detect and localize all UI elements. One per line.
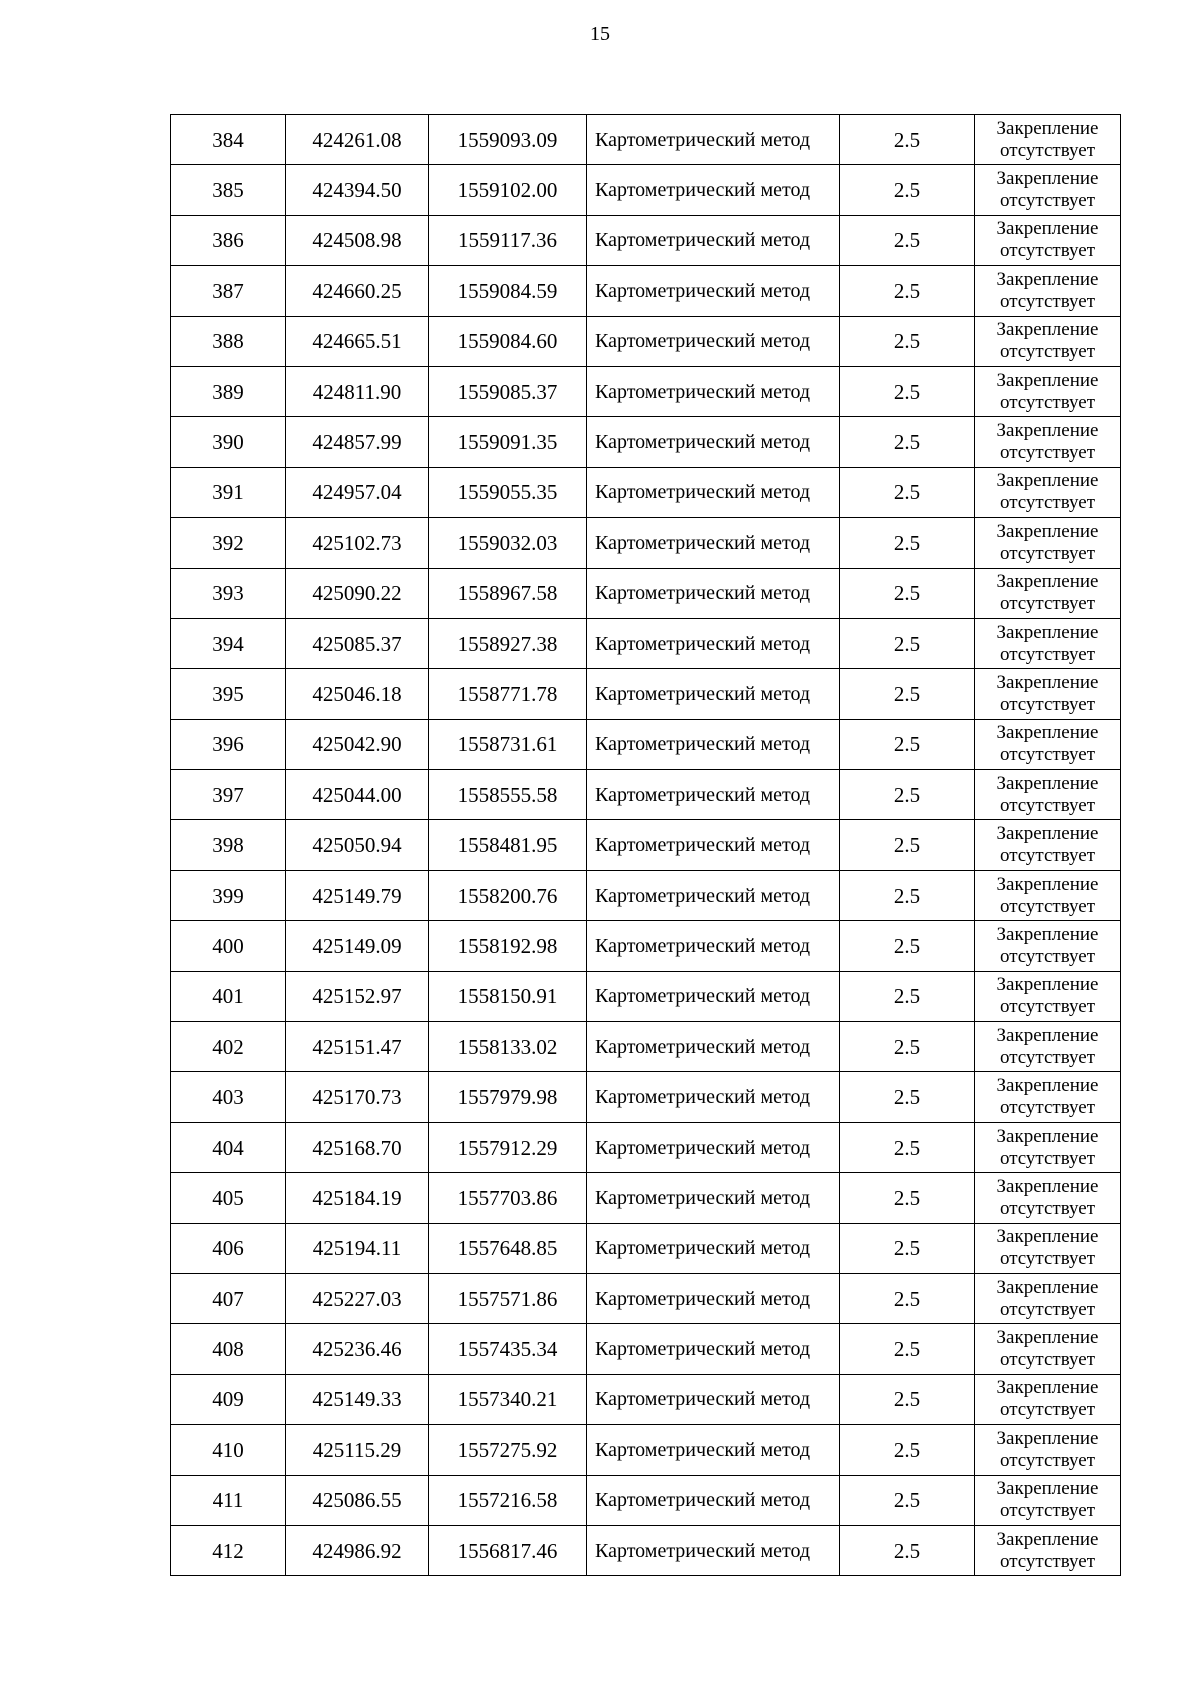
table-row <box>171 467 1121 517</box>
fixing-note-cell: Закрепление отсутствует <box>975 1122 1121 1172</box>
accuracy-cell: 2.5 <box>840 1223 975 1273</box>
y-coordinate-cell: 1559055.35 <box>429 467 587 517</box>
point-number-cell: 391 <box>171 467 286 517</box>
x-coordinate-cell: 424660.25 <box>286 266 429 316</box>
accuracy-cell: 2.5 <box>840 971 975 1021</box>
accuracy-cell: 2.5 <box>840 366 975 416</box>
point-number-cell: 403 <box>171 1072 286 1122</box>
x-coordinate-cell: 425152.97 <box>286 971 429 1021</box>
point-number-cell: 392 <box>171 518 286 568</box>
point-number-cell: 404 <box>171 1122 286 1172</box>
accuracy-cell: 2.5 <box>840 1475 975 1525</box>
table-row <box>171 1425 1121 1475</box>
point-number-cell: 387 <box>171 266 286 316</box>
y-coordinate-cell: 1558200.76 <box>429 870 587 920</box>
point-number-cell: 399 <box>171 870 286 920</box>
x-coordinate-cell: 425227.03 <box>286 1273 429 1323</box>
accuracy-cell: 2.5 <box>840 115 975 165</box>
method-cell: Картометрический метод <box>587 618 840 668</box>
point-number-cell: 385 <box>171 165 286 215</box>
method-cell: Картометрический метод <box>587 719 840 769</box>
x-coordinate-cell: 425149.09 <box>286 921 429 971</box>
accuracy-cell: 2.5 <box>840 669 975 719</box>
y-coordinate-cell: 1557979.98 <box>429 1072 587 1122</box>
method-cell: Картометрический метод <box>587 1324 840 1374</box>
point-number-cell: 400 <box>171 921 286 971</box>
method-cell: Картометрический метод <box>587 1072 840 1122</box>
table-row <box>171 1122 1121 1172</box>
fixing-note-cell: Закрепление отсутствует <box>975 1022 1121 1072</box>
table-row <box>171 1022 1121 1072</box>
accuracy-cell: 2.5 <box>840 618 975 668</box>
point-number-cell: 389 <box>171 366 286 416</box>
method-cell: Картометрический метод <box>587 1122 840 1172</box>
x-coordinate-cell: 425151.47 <box>286 1022 429 1072</box>
accuracy-cell: 2.5 <box>840 770 975 820</box>
table-row <box>171 719 1121 769</box>
table-row <box>171 618 1121 668</box>
table-row <box>171 669 1121 719</box>
method-cell: Картометрический метод <box>587 467 840 517</box>
method-cell: Картометрический метод <box>587 1475 840 1525</box>
x-coordinate-cell: 424857.99 <box>286 417 429 467</box>
y-coordinate-cell: 1558150.91 <box>429 971 587 1021</box>
fixing-note-cell: Закрепление отсутствует <box>975 770 1121 820</box>
page-number: 15 <box>590 23 610 45</box>
method-cell: Картометрический метод <box>587 921 840 971</box>
accuracy-cell: 2.5 <box>840 1374 975 1424</box>
fixing-note-cell: Закрепление отсутствует <box>975 1525 1121 1575</box>
y-coordinate-cell: 1558731.61 <box>429 719 587 769</box>
table-row <box>171 1525 1121 1575</box>
y-coordinate-cell: 1559032.03 <box>429 518 587 568</box>
point-number-cell: 398 <box>171 820 286 870</box>
fixing-note-cell: Закрепление отсутствует <box>975 1425 1121 1475</box>
y-coordinate-cell: 1557648.85 <box>429 1223 587 1273</box>
method-cell: Картометрический метод <box>587 366 840 416</box>
y-coordinate-cell: 1558771.78 <box>429 669 587 719</box>
point-number-cell: 390 <box>171 417 286 467</box>
table-row <box>171 1374 1121 1424</box>
fixing-note-cell: Закрепление отсутствует <box>975 266 1121 316</box>
method-cell: Картометрический метод <box>587 165 840 215</box>
x-coordinate-cell: 424261.08 <box>286 115 429 165</box>
accuracy-cell: 2.5 <box>840 1022 975 1072</box>
point-number-cell: 406 <box>171 1223 286 1273</box>
table-row <box>171 820 1121 870</box>
fixing-note-cell: Закрепление отсутствует <box>975 366 1121 416</box>
x-coordinate-cell: 425194.11 <box>286 1223 429 1273</box>
fixing-note-cell: Закрепление отсутствует <box>975 316 1121 366</box>
accuracy-cell: 2.5 <box>840 1122 975 1172</box>
y-coordinate-cell: 1557216.58 <box>429 1475 587 1525</box>
table-row <box>171 366 1121 416</box>
point-number-cell: 393 <box>171 568 286 618</box>
y-coordinate-cell: 1558192.98 <box>429 921 587 971</box>
point-number-cell: 402 <box>171 1022 286 1072</box>
accuracy-cell: 2.5 <box>840 417 975 467</box>
y-coordinate-cell: 1556817.46 <box>429 1525 587 1575</box>
method-cell: Картометрический метод <box>587 669 840 719</box>
fixing-note-cell: Закрепление отсутствует <box>975 1324 1121 1374</box>
point-number-cell: 412 <box>171 1525 286 1575</box>
x-coordinate-cell: 425102.73 <box>286 518 429 568</box>
accuracy-cell: 2.5 <box>840 921 975 971</box>
x-coordinate-cell: 425042.90 <box>286 719 429 769</box>
fixing-note-cell: Закрепление отсутствует <box>975 921 1121 971</box>
method-cell: Картометрический метод <box>587 770 840 820</box>
accuracy-cell: 2.5 <box>840 568 975 618</box>
fixing-note-cell: Закрепление отсутствует <box>975 165 1121 215</box>
y-coordinate-cell: 1559085.37 <box>429 366 587 416</box>
table-row <box>171 316 1121 366</box>
accuracy-cell: 2.5 <box>840 870 975 920</box>
x-coordinate-cell: 425170.73 <box>286 1072 429 1122</box>
accuracy-cell: 2.5 <box>840 1425 975 1475</box>
point-number-cell: 411 <box>171 1475 286 1525</box>
y-coordinate-cell: 1559102.00 <box>429 165 587 215</box>
table-row <box>171 921 1121 971</box>
accuracy-cell: 2.5 <box>840 467 975 517</box>
fixing-note-cell: Закрепление отсутствует <box>975 1475 1121 1525</box>
x-coordinate-cell: 425168.70 <box>286 1122 429 1172</box>
y-coordinate-cell: 1558967.58 <box>429 568 587 618</box>
method-cell: Картометрический метод <box>587 115 840 165</box>
y-coordinate-cell: 1559084.60 <box>429 316 587 366</box>
fixing-note-cell: Закрепление отсутствует <box>975 467 1121 517</box>
accuracy-cell: 2.5 <box>840 1525 975 1575</box>
table-row <box>171 770 1121 820</box>
accuracy-cell: 2.5 <box>840 165 975 215</box>
method-cell: Картометрический метод <box>587 518 840 568</box>
fixing-note-cell: Закрепление отсутствует <box>975 215 1121 265</box>
method-cell: Картометрический метод <box>587 1374 840 1424</box>
point-number-cell: 395 <box>171 669 286 719</box>
x-coordinate-cell: 425085.37 <box>286 618 429 668</box>
fixing-note-cell: Закрепление отсутствует <box>975 568 1121 618</box>
point-number-cell: 408 <box>171 1324 286 1374</box>
method-cell: Картометрический метод <box>587 417 840 467</box>
fixing-note-cell: Закрепление отсутствует <box>975 115 1121 165</box>
fixing-note-cell: Закрепление отсутствует <box>975 870 1121 920</box>
fixing-note-cell: Закрепление отсутствует <box>975 719 1121 769</box>
x-coordinate-cell: 424811.90 <box>286 366 429 416</box>
x-coordinate-cell: 425236.46 <box>286 1324 429 1374</box>
table-row <box>171 1273 1121 1323</box>
y-coordinate-cell: 1558133.02 <box>429 1022 587 1072</box>
fixing-note-cell: Закрепление отсутствует <box>975 618 1121 668</box>
table-row <box>171 165 1121 215</box>
point-number-cell: 386 <box>171 215 286 265</box>
table-row <box>171 1072 1121 1122</box>
method-cell: Картометрический метод <box>587 1425 840 1475</box>
fixing-note-cell: Закрепление отсутствует <box>975 417 1121 467</box>
point-number-cell: 410 <box>171 1425 286 1475</box>
method-cell: Картометрический метод <box>587 1223 840 1273</box>
fixing-note-cell: Закрепление отсутствует <box>975 1072 1121 1122</box>
y-coordinate-cell: 1559091.35 <box>429 417 587 467</box>
method-cell: Картометрический метод <box>587 266 840 316</box>
fixing-note-cell: Закрепление отсутствует <box>975 971 1121 1021</box>
x-coordinate-cell: 425149.79 <box>286 870 429 920</box>
method-cell: Картометрический метод <box>587 568 840 618</box>
y-coordinate-cell: 1558555.58 <box>429 770 587 820</box>
point-number-cell: 401 <box>171 971 286 1021</box>
accuracy-cell: 2.5 <box>840 1273 975 1323</box>
method-cell: Картометрический метод <box>587 820 840 870</box>
accuracy-cell: 2.5 <box>840 1324 975 1374</box>
y-coordinate-cell: 1558481.95 <box>429 820 587 870</box>
point-number-cell: 384 <box>171 115 286 165</box>
accuracy-cell: 2.5 <box>840 215 975 265</box>
x-coordinate-cell: 425184.19 <box>286 1173 429 1223</box>
point-number-cell: 388 <box>171 316 286 366</box>
point-number-cell: 394 <box>171 618 286 668</box>
table-row <box>171 417 1121 467</box>
y-coordinate-cell: 1557340.21 <box>429 1374 587 1424</box>
accuracy-cell: 2.5 <box>840 820 975 870</box>
accuracy-cell: 2.5 <box>840 719 975 769</box>
x-coordinate-cell: 425050.94 <box>286 820 429 870</box>
fixing-note-cell: Закрепление отсутствует <box>975 518 1121 568</box>
fixing-note-cell: Закрепление отсутствует <box>975 669 1121 719</box>
method-cell: Картометрический метод <box>587 870 840 920</box>
method-cell: Картометрический метод <box>587 215 840 265</box>
table-row <box>171 518 1121 568</box>
y-coordinate-cell: 1557435.34 <box>429 1324 587 1374</box>
method-cell: Картометрический метод <box>587 1525 840 1575</box>
accuracy-cell: 2.5 <box>840 1173 975 1223</box>
table-row <box>171 568 1121 618</box>
x-coordinate-cell: 425090.22 <box>286 568 429 618</box>
table-row <box>171 1173 1121 1223</box>
table-row <box>171 870 1121 920</box>
table-row <box>171 266 1121 316</box>
y-coordinate-cell: 1557275.92 <box>429 1425 587 1475</box>
x-coordinate-cell: 425149.33 <box>286 1374 429 1424</box>
accuracy-cell: 2.5 <box>840 266 975 316</box>
method-cell: Картометрический метод <box>587 971 840 1021</box>
y-coordinate-cell: 1557571.86 <box>429 1273 587 1323</box>
fixing-note-cell: Закрепление отсутствует <box>975 1374 1121 1424</box>
fixing-note-cell: Закрепление отсутствует <box>975 1273 1121 1323</box>
point-number-cell: 407 <box>171 1273 286 1323</box>
coordinates-table <box>170 114 1121 1576</box>
x-coordinate-cell: 424986.92 <box>286 1525 429 1575</box>
method-cell: Картометрический метод <box>587 1022 840 1072</box>
x-coordinate-cell: 425046.18 <box>286 669 429 719</box>
x-coordinate-cell: 424957.04 <box>286 467 429 517</box>
table-row <box>171 971 1121 1021</box>
point-number-cell: 405 <box>171 1173 286 1223</box>
y-coordinate-cell: 1557912.29 <box>429 1122 587 1172</box>
y-coordinate-cell: 1558927.38 <box>429 618 587 668</box>
table-row <box>171 215 1121 265</box>
x-coordinate-cell: 425086.55 <box>286 1475 429 1525</box>
method-cell: Картометрический метод <box>587 1173 840 1223</box>
method-cell: Картометрический метод <box>587 1273 840 1323</box>
y-coordinate-cell: 1557703.86 <box>429 1173 587 1223</box>
table-row <box>171 1324 1121 1374</box>
x-coordinate-cell: 425044.00 <box>286 770 429 820</box>
x-coordinate-cell: 424508.98 <box>286 215 429 265</box>
fixing-note-cell: Закрепление отсутствует <box>975 820 1121 870</box>
y-coordinate-cell: 1559117.36 <box>429 215 587 265</box>
point-number-cell: 409 <box>171 1374 286 1424</box>
point-number-cell: 396 <box>171 719 286 769</box>
fixing-note-cell: Закрепление отсутствует <box>975 1223 1121 1273</box>
coordinates-table-body <box>171 115 1121 1576</box>
accuracy-cell: 2.5 <box>840 1072 975 1122</box>
y-coordinate-cell: 1559084.59 <box>429 266 587 316</box>
x-coordinate-cell: 424394.50 <box>286 165 429 215</box>
x-coordinate-cell: 424665.51 <box>286 316 429 366</box>
table-row <box>171 1223 1121 1273</box>
accuracy-cell: 2.5 <box>840 316 975 366</box>
method-cell: Картометрический метод <box>587 316 840 366</box>
x-coordinate-cell: 425115.29 <box>286 1425 429 1475</box>
y-coordinate-cell: 1559093.09 <box>429 115 587 165</box>
table-row <box>171 115 1121 165</box>
point-number-cell: 397 <box>171 770 286 820</box>
accuracy-cell: 2.5 <box>840 518 975 568</box>
table-row <box>171 1475 1121 1525</box>
fixing-note-cell: Закрепление отсутствует <box>975 1173 1121 1223</box>
